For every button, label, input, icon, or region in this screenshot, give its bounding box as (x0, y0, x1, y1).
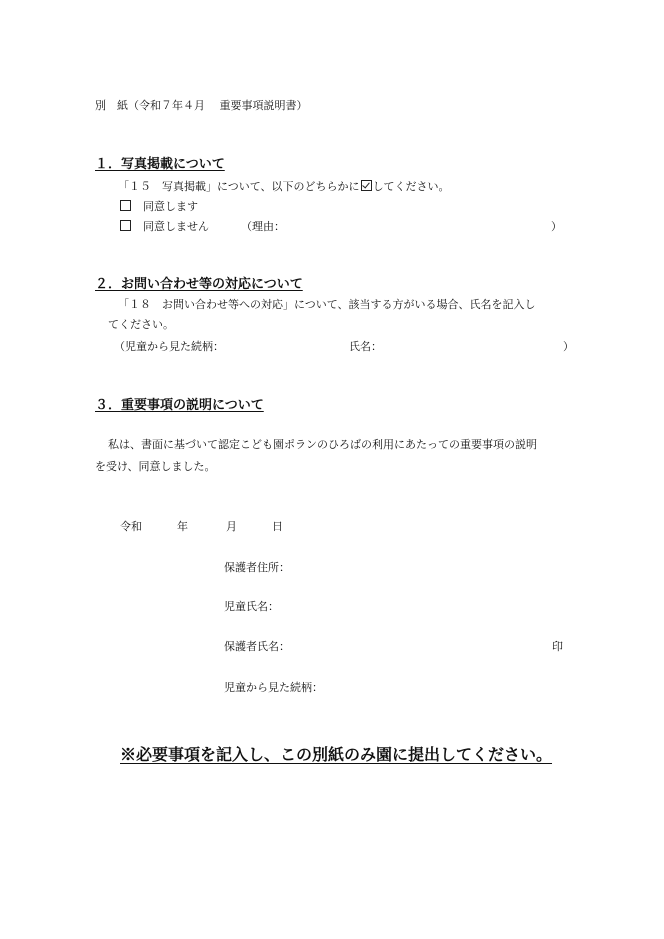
relation-from-child-label: 児童から見た続柄： (224, 681, 323, 694)
option-disagree[interactable] (120, 220, 209, 234)
checkbox-agree[interactable] (120, 200, 131, 211)
seal-mark: 印 (552, 640, 563, 653)
section-1-instruction-pre: 「１５ 写真掲載」について、以下のどちらかに (118, 180, 360, 193)
date-month: 月 (226, 520, 237, 533)
section-2-close: ） (563, 340, 574, 353)
guardian-name-label: 保護者氏名： (224, 640, 290, 653)
child-name-label: 児童氏名： (224, 600, 279, 613)
submission-notice: ※必要事項を記入し、この別紙のみ園に提出してください。 (120, 745, 553, 764)
date-era: 令和 (120, 520, 142, 533)
section-1-instruction (118, 180, 450, 194)
relation-label: （児童から見た続柄： (114, 340, 224, 353)
checkbox-disagree[interactable] (120, 220, 131, 231)
name-label: 氏名： (349, 340, 382, 353)
section-2-title: ２．お問い合わせ等の対応について (95, 277, 303, 292)
option-agree-label: 同意します (143, 200, 198, 213)
date-year: 年 (177, 520, 188, 533)
checkbox-checked-icon (361, 180, 372, 191)
option-agree[interactable] (120, 200, 198, 214)
section-3-title: ３．重要事項の説明について (95, 398, 264, 413)
document-header: 別 紙（令和７年４月 重要事項説明書） (95, 99, 308, 112)
section-3-body-line2: を受け、同意しました。 (95, 460, 216, 473)
section-3-body-line1: 私は、書面に基づいて認定こども園ポランのひろばの利用にあたっての重要事項の説明 (108, 438, 537, 451)
reason-label: （理由： (241, 220, 285, 233)
date-day: 日 (272, 520, 283, 533)
section-2-instruction-line2: てください。 (108, 318, 174, 331)
section-2-instruction-line1: 「１８ お問い合わせ等への対応」について、該当する方がいる場合、氏名を記入し (118, 298, 536, 311)
reason-close: ） (551, 220, 562, 233)
guardian-address-label: 保護者住所： (224, 561, 290, 574)
section-1-title: １．写真掲載について (95, 157, 225, 172)
option-disagree-label: 同意しません (143, 220, 209, 233)
section-1-instruction-post: してください。 (372, 180, 450, 193)
